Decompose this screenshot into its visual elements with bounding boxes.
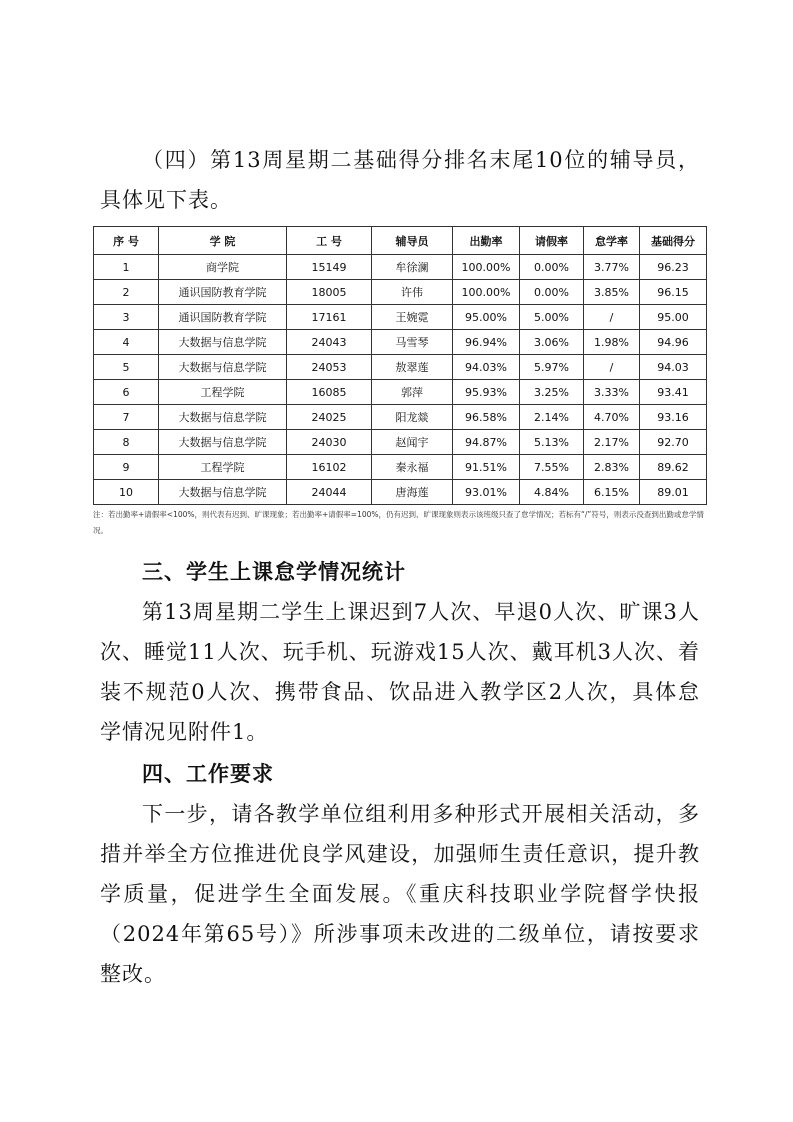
cell-leave-rate: 2.14% [520, 405, 584, 430]
cell-index: 2 [94, 280, 159, 305]
cell-college: 大数据与信息学院 [159, 430, 287, 455]
cell-staff-id: 16102 [287, 455, 372, 480]
table-row [94, 355, 707, 380]
cell-staff-id: 17161 [287, 305, 372, 330]
section4-heading: 四、工作要求 [142, 761, 274, 786]
col-header-staff-id: 工 号 [287, 227, 372, 255]
cell-staff-id: 24030 [287, 430, 372, 455]
cell-college: 工程学院 [159, 380, 287, 405]
cell-college: 大数据与信息学院 [159, 480, 287, 505]
cell-leave-rate: 3.06% [520, 330, 584, 355]
cell-counselor: 唐海莲 [372, 480, 453, 505]
cell-slack-rate: 1.98% [584, 330, 640, 355]
cell-base-score: 89.62 [640, 455, 707, 480]
cell-base-score: 94.03 [640, 355, 707, 380]
cell-counselor: 秦永福 [372, 455, 453, 480]
table-row [94, 330, 707, 355]
cell-base-score: 89.01 [640, 480, 707, 505]
cell-base-score: 94.96 [640, 330, 707, 355]
table-row [94, 455, 707, 480]
cell-college: 商学院 [159, 255, 287, 280]
cell-slack-rate: / [584, 305, 640, 330]
table-row [94, 480, 707, 505]
cell-index: 4 [94, 330, 159, 355]
col-header-college: 学 院 [159, 227, 287, 255]
cell-slack-rate: 2.17% [584, 430, 640, 455]
cell-leave-rate: 7.55% [520, 455, 584, 480]
cell-leave-rate: 3.25% [520, 380, 584, 405]
cell-index: 1 [94, 255, 159, 280]
cell-staff-id: 24025 [287, 405, 372, 430]
col-header-base-score: 基础得分 [640, 227, 707, 255]
cell-index: 3 [94, 305, 159, 330]
cell-base-score: 96.23 [640, 255, 707, 280]
table-row [94, 280, 707, 305]
cell-attendance-rate: 91.51% [453, 455, 520, 480]
cell-staff-id: 24044 [287, 480, 372, 505]
cell-leave-rate: 0.00% [520, 280, 584, 305]
cell-attendance-rate: 95.93% [453, 380, 520, 405]
cell-attendance-rate: 100.00% [453, 280, 520, 305]
table-row [94, 255, 707, 280]
cell-attendance-rate: 96.94% [453, 330, 520, 355]
col-header-attendance-rate: 出勤率 [453, 227, 520, 255]
cell-base-score: 93.41 [640, 380, 707, 405]
cell-leave-rate: 4.84% [520, 480, 584, 505]
cell-attendance-rate: 95.00% [453, 305, 520, 330]
section4-body: 下一步，请各教学单位组利用多种形式开展相关活动，多措并举全方位推进优良学风建设，加强师生责任意识，提升教学质量，促进学生全面发展。《重庆科技职业学院督学快报（2024年第65号）》所涉事项未改进的二级单位，请按要求整改。 [100, 802, 700, 986]
cell-index: 8 [94, 430, 159, 455]
cell-slack-rate: 4.70% [584, 405, 640, 430]
col-header-slack-rate: 怠学率 [584, 227, 640, 255]
cell-leave-rate: 0.00% [520, 255, 584, 280]
cell-counselor: 敖翠莲 [372, 355, 453, 380]
cell-slack-rate: 2.83% [584, 455, 640, 480]
cell-college: 大数据与信息学院 [159, 330, 287, 355]
cell-staff-id: 24043 [287, 330, 372, 355]
cell-base-score: 95.00 [640, 305, 707, 330]
table-note: 注：若出勤率+请假率<100%，则代表有迟到、旷课现象；若出勤率+请假率=100%，仍有迟到、旷课现象则表示该班级只查了怠学情况；若标有“/”符号，则表示没查到出勤或怠学情况。 [93, 510, 704, 535]
cell-base-score: 92.70 [640, 430, 707, 455]
cell-slack-rate: / [584, 355, 640, 380]
cell-staff-id: 18005 [287, 280, 372, 305]
cell-counselor: 许伟 [372, 280, 453, 305]
table-row [94, 405, 707, 430]
cell-college: 通识国防教育学院 [159, 280, 287, 305]
cell-index: 7 [94, 405, 159, 430]
cell-counselor: 郭萍 [372, 380, 453, 405]
table-row [94, 305, 707, 330]
cell-attendance-rate: 93.01% [453, 480, 520, 505]
cell-counselor: 赵闻宇 [372, 430, 453, 455]
cell-college: 大数据与信息学院 [159, 405, 287, 430]
cell-counselor: 王婉霓 [372, 305, 453, 330]
cell-attendance-rate: 94.87% [453, 430, 520, 455]
cell-college: 大数据与信息学院 [159, 355, 287, 380]
table-header-row [94, 227, 707, 255]
cell-base-score: 96.15 [640, 280, 707, 305]
cell-base-score: 93.16 [640, 405, 707, 430]
cell-attendance-rate: 96.58% [453, 405, 520, 430]
cell-college: 工程学院 [159, 455, 287, 480]
cell-slack-rate: 3.77% [584, 255, 640, 280]
cell-leave-rate: 5.97% [520, 355, 584, 380]
col-header-leave-rate: 请假率 [520, 227, 584, 255]
cell-counselor: 阳龙燚 [372, 405, 453, 430]
table-row [94, 380, 707, 405]
cell-index: 10 [94, 480, 159, 505]
cell-slack-rate: 3.33% [584, 380, 640, 405]
cell-slack-rate: 3.85% [584, 280, 640, 305]
col-header-counselor: 辅导员 [372, 227, 453, 255]
section3-body: 第13周星期二学生上课迟到7人次、早退0人次、旷课3人次、睡觉11人次、玩手机、玩游戏15人次、戴耳机3人次、着装不规范0人次、携带食品、饮品进入教学区2人次，具体怠学情况见附件1。 [100, 600, 700, 744]
intro-paragraph: （四）第13周星期二基础得分排名末尾10位的辅导员，具体见下表。 [100, 148, 700, 212]
counselor-ranking-table [93, 226, 707, 505]
table-row [94, 430, 707, 455]
cell-staff-id: 15149 [287, 255, 372, 280]
cell-staff-id: 16085 [287, 380, 372, 405]
cell-index: 5 [94, 355, 159, 380]
cell-college: 通识国防教育学院 [159, 305, 287, 330]
cell-counselor: 马雪琴 [372, 330, 453, 355]
cell-attendance-rate: 100.00% [453, 255, 520, 280]
col-header-index: 序 号 [94, 227, 159, 255]
section3-heading: 三、学生上课怠学情况统计 [142, 559, 406, 584]
cell-slack-rate: 6.15% [584, 480, 640, 505]
cell-index: 6 [94, 380, 159, 405]
cell-leave-rate: 5.13% [520, 430, 584, 455]
cell-counselor: 牟徐澜 [372, 255, 453, 280]
cell-attendance-rate: 94.03% [453, 355, 520, 380]
cell-staff-id: 24053 [287, 355, 372, 380]
cell-leave-rate: 5.00% [520, 305, 584, 330]
cell-index: 9 [94, 455, 159, 480]
